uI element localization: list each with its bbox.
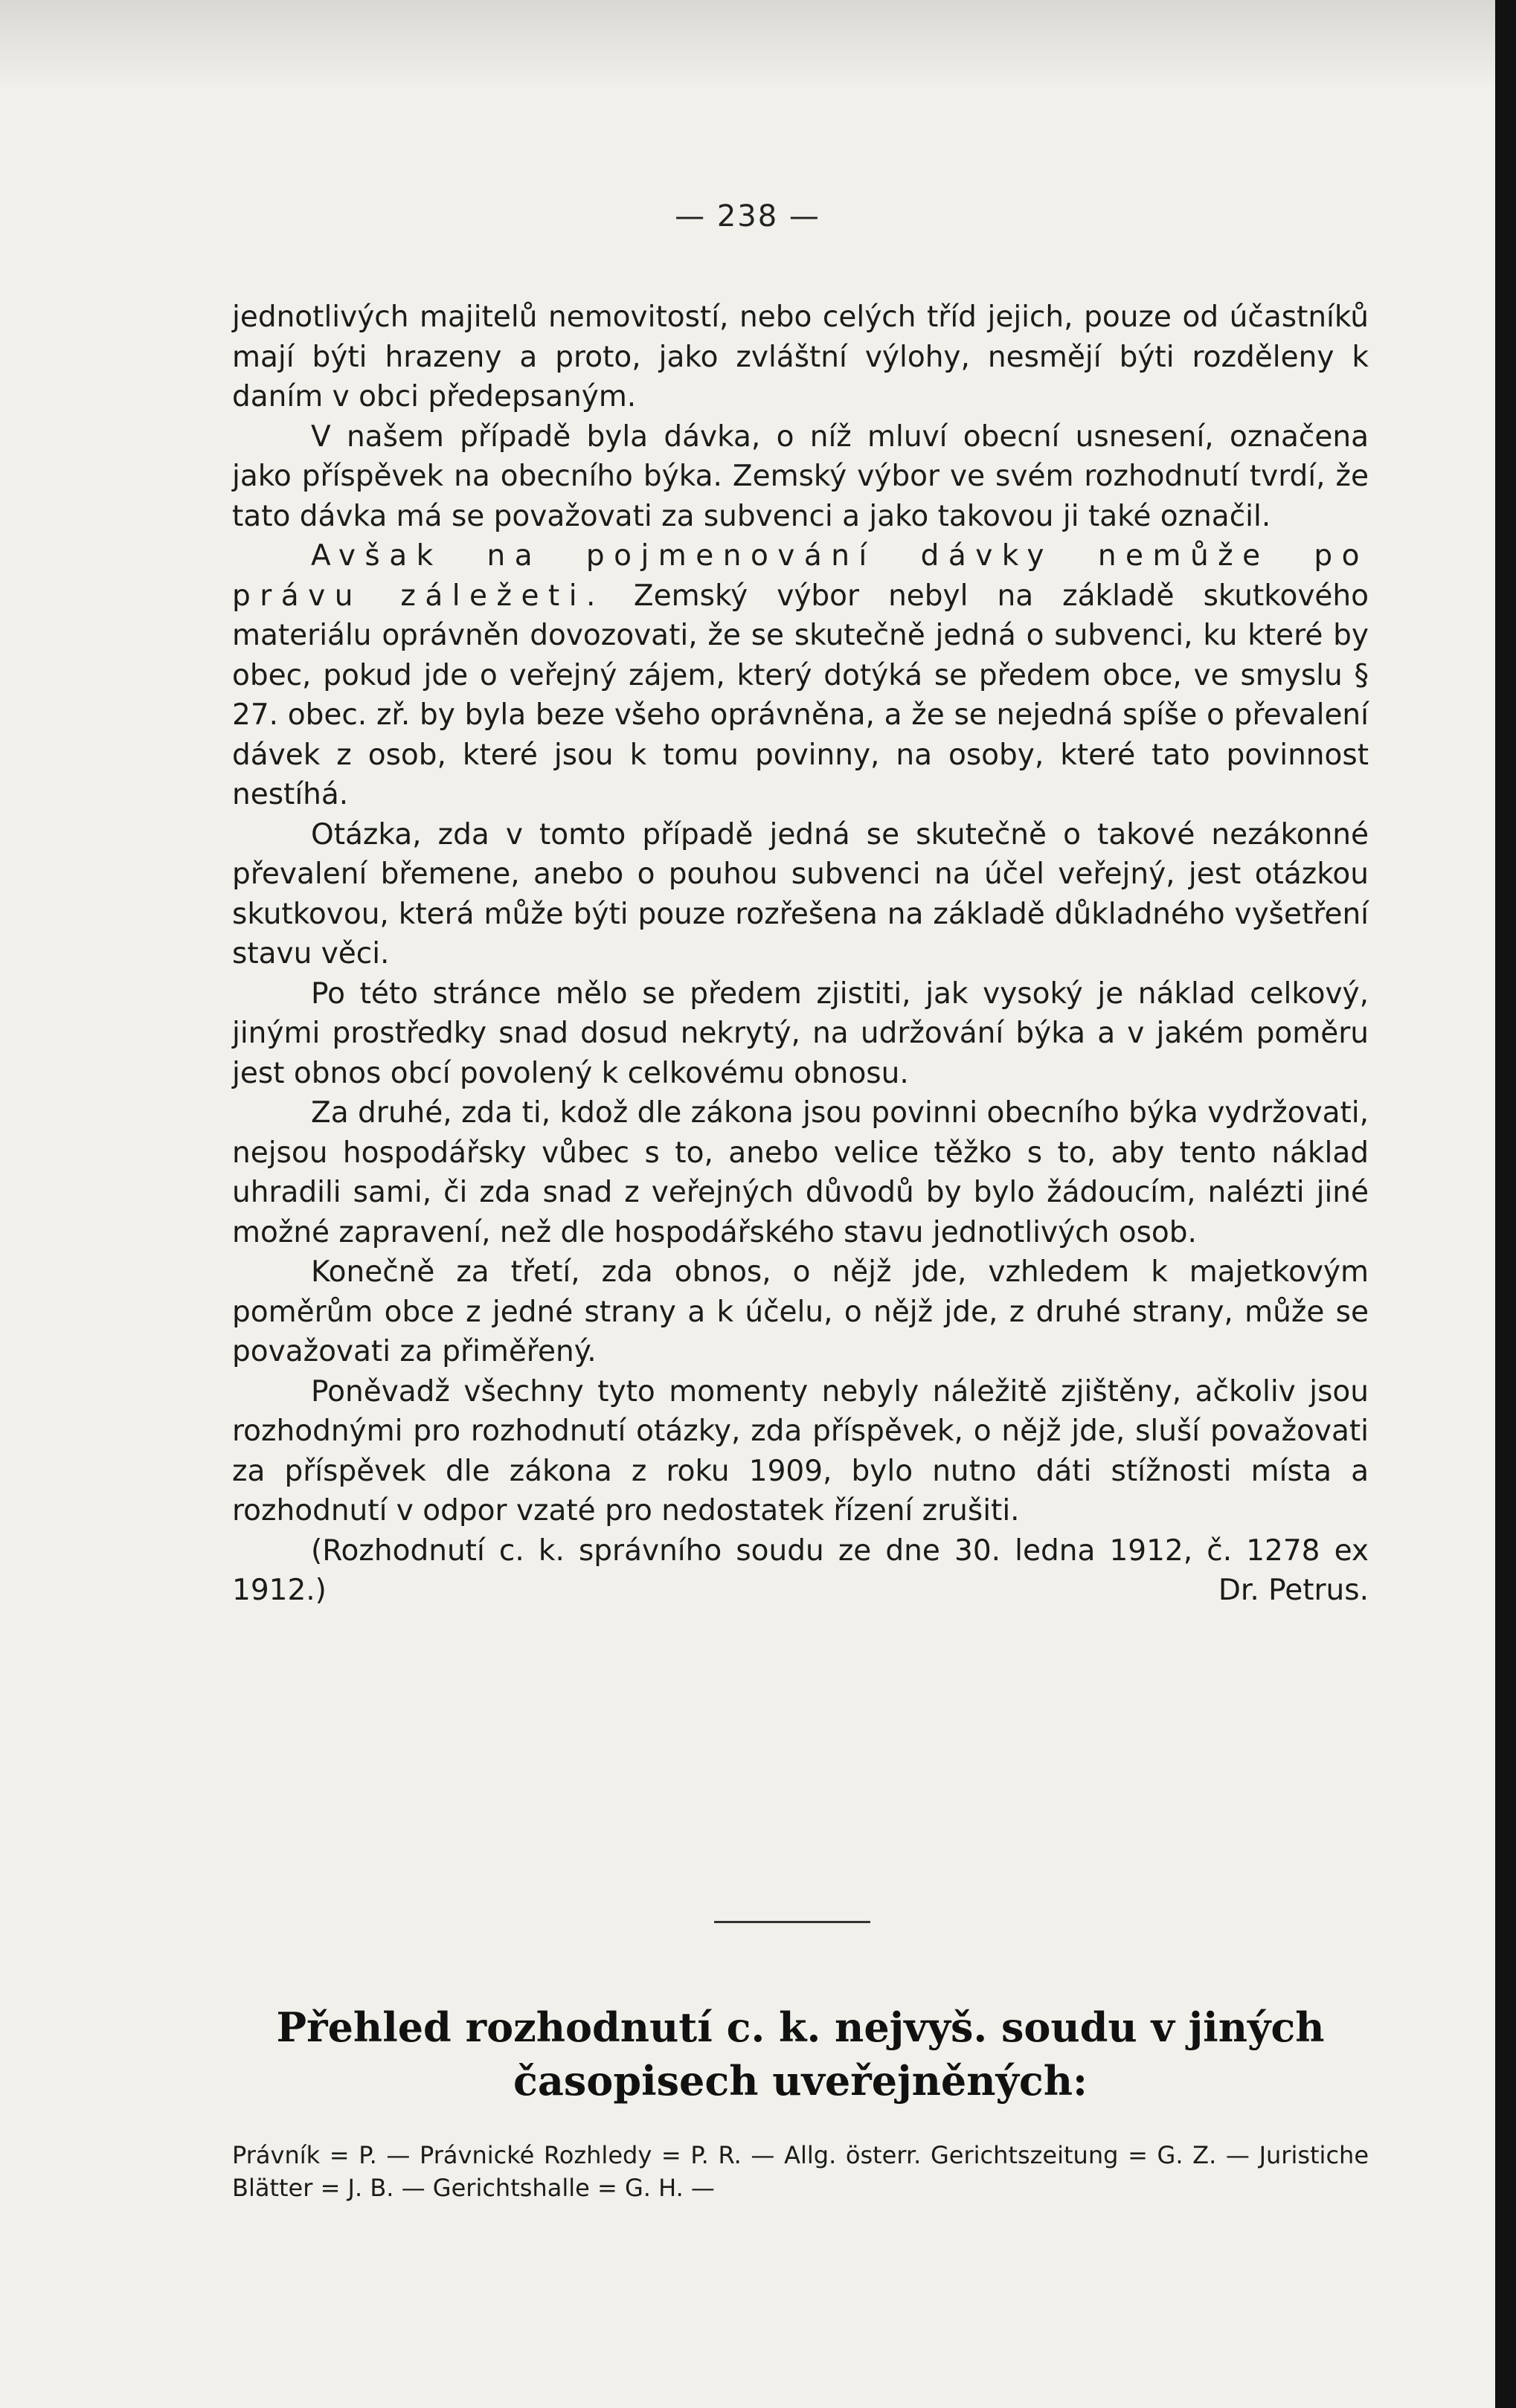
paragraph-7: Konečně za třetí, zda obnos, o nějž jde, vzhledem k majetkovým poměrům obce z jedné strany a k účelu, o nějž jde, z druhé strany, může se považovati za přiměřený. — [232, 1255, 1369, 1368]
abbreviation-list: Právník = P. — Právnické Rozhledy = P. R. — Allg. österr. Gerichtszeitung = G. Z. — Juristiche Blätter = J. B. — Gerichtshalle = G. H. — — [232, 2141, 1369, 2202]
paragraph-5: Po této stránce mělo se předem zjistiti, jak vysoký je náklad celkový, jinými prostředky snad dosud nekrytý, na udržování býka a v jakém poměru jest obnos obcí povolený k celkovému obnosu. — [232, 976, 1369, 1090]
page-top-shadow — [0, 0, 1495, 89]
citation: (Rozhodnutí c. k. správního soudu ze dne 30. ledna 1912, č. 1278 ex 1912.) — [232, 1533, 1369, 1607]
paragraph-9 — [232, 1531, 1369, 1611]
paragraph-8: Poněvadž všechny tyto momenty nebyly náležitě zjištěny, ačkoliv jsou rozhodnými pro rozhodnutí otázky, zda příspěvek, o nějž jde, sluší považovati za příspěvek dle zákona z roku 1909, bylo nutno dáti stížnosti místa a rozhodnutí v odpor vzaté pro nedostatek řízení zrušiti. — [232, 1374, 1369, 1527]
body-text — [232, 297, 1369, 1611]
scan-border — [1495, 0, 1516, 2408]
page-number: — 238 — — [675, 199, 820, 234]
paragraph-6: Za druhé, zda ti, kdož dle zákona jsou povinni obecního býka vydržovati, nejsou hospodářsky vůbec s to, anebo velice těžko s to, aby tento náklad uhradili sami, či zda snad z veřejných důvodů by bylo žádoucím, nalézti jiné možné zapravení, než dle hospodářského stavu jednotlivých osob. — [232, 1096, 1369, 1249]
spaced-emphasis: Avšak na pojmenování dávky nemůže po právu záležeti. — [232, 539, 1369, 613]
section-title: Přehled rozhodnutí c. k. nejvyš. soudu v jiných časopisech uveřejněných: — [276, 2003, 1325, 2105]
divider-rule — [714, 1921, 870, 1923]
paragraph-4: Otázka, zda v tomto případě jedná se skutečně o takové nezákonné převalení břemene, anebo o pouhou subvenci na účel veřejný, jest otázkou skutkovou, která může býti pouze rozřešena na základě důkladného vyšetření stavu věci. — [232, 817, 1369, 970]
signature: Dr. Petrus. — [1218, 1574, 1369, 1607]
paragraph-3 — [232, 536, 1369, 815]
paragraph-1: jednotlivých majitelů nemovitostí, nebo celých tříd jejich, pouze od účastníků mají býti hrazeny a proto, jako zvláštní výlohy, nesmějí býti rozděleny k daním v obci předepsaným. — [232, 300, 1369, 413]
paragraph-3-text: Zemský výbor nebyl na základě skutkového materiálu oprávněn dovozovati, že se skutečně jedná o subvenci, ku které by obec, pokud jde o veřejný zájem, který dotýká se předem obce, ve smyslu § 27. obec. zř. by byla beze všeho oprávněna, a že se nejedná spíše o převalení dávek z osob, které jsou k tomu povinny, na osoby, které tato povinnost nestíhá. — [232, 579, 1369, 811]
paragraph-2: V našem případě byla dávka, o níž mluví obecní usnesení, označena jako příspěvek na obecního býka. Zemský výbor ve svém rozhodnutí tvrdí, že tato dávka má se považovati za subvenci a jako takovou ji také označil. — [232, 419, 1369, 533]
